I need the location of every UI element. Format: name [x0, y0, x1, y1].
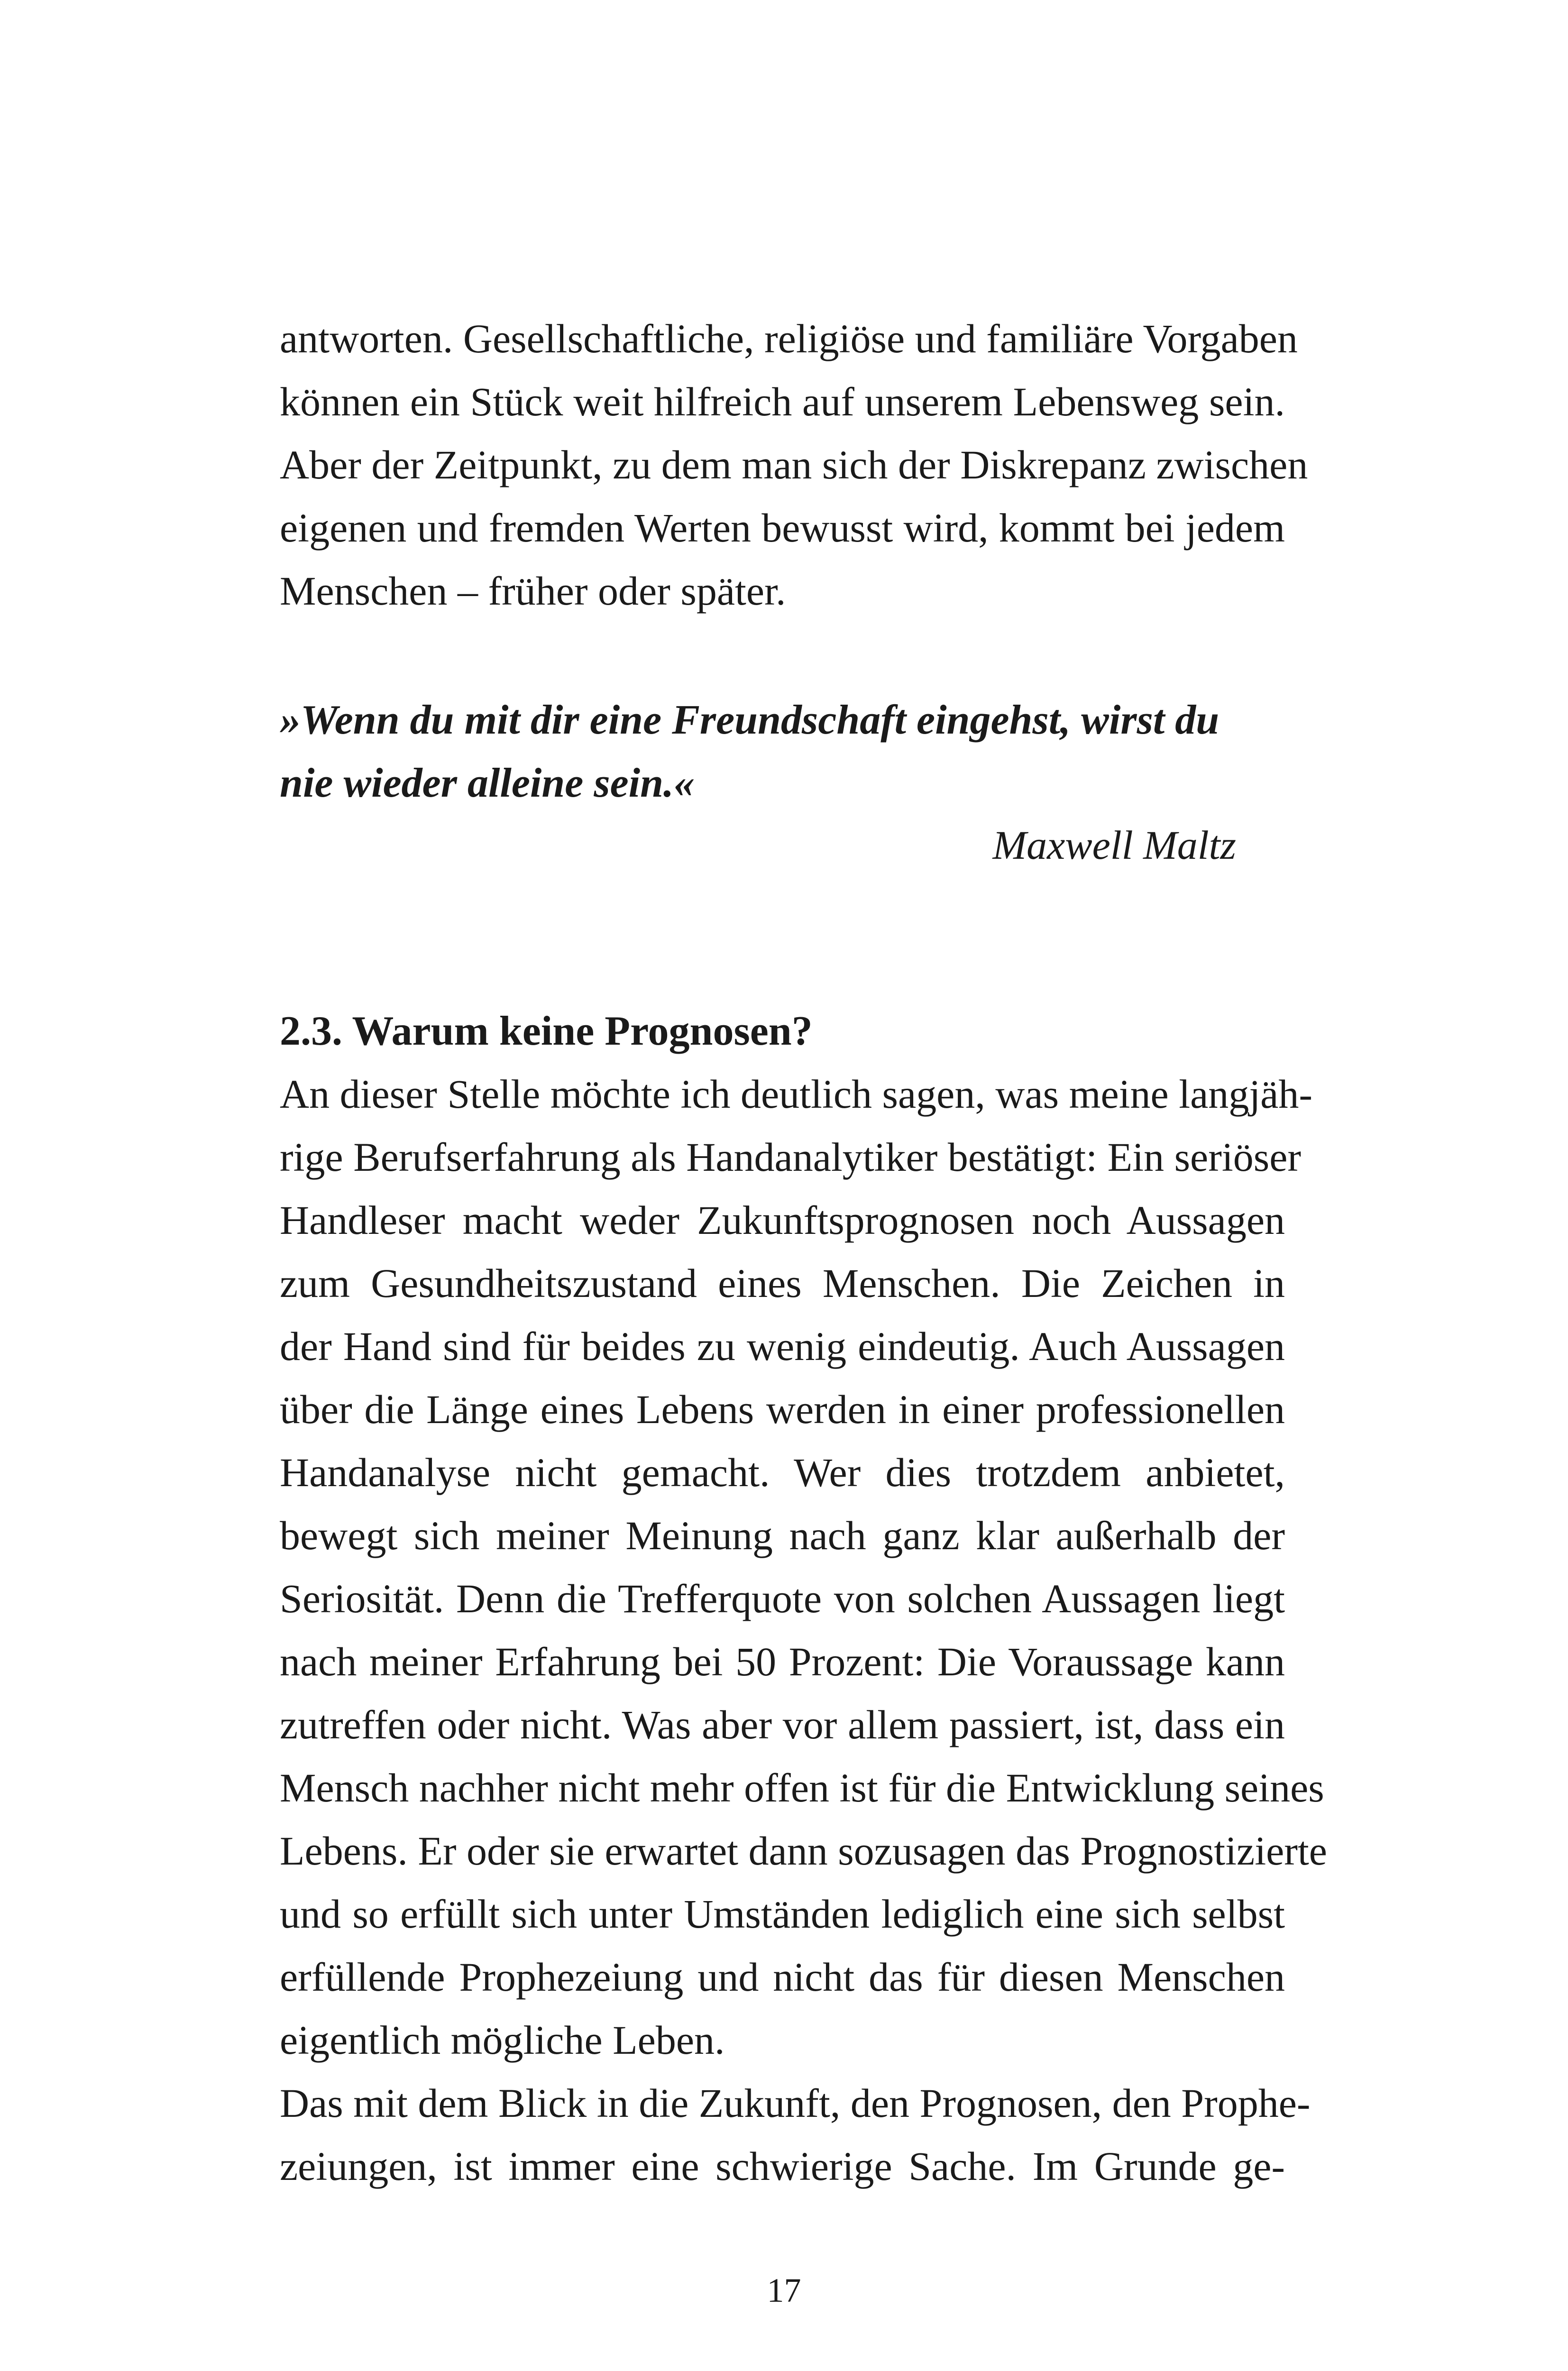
text-line: und so erfüllt sich unter Umständen lediglich eine sich selbst [280, 1891, 1285, 1937]
text-line: bewegt sich meiner Meinung nach ganz klar außerhalb der [280, 1513, 1285, 1558]
text-line: Handleser macht weder Zukunftsprognosen noch Aussagen [280, 1197, 1285, 1243]
text-line: Menschen – früher oder später. [280, 568, 786, 614]
quote-author: Maxwell Maltz [992, 822, 1236, 868]
text-line: zum Gesundheitszustand eines Menschen. Die Zeichen in [280, 1260, 1285, 1306]
text-line: Seriosität. Denn die Trefferquote von solchen Aussagen liegt [280, 1576, 1285, 1621]
text-line: über die Länge eines Lebens werden in einer professionellen [280, 1387, 1285, 1432]
text-line: Handanalyse nicht gemacht. Wer dies trotzdem anbietet, [280, 1450, 1285, 1495]
page-number: 17 [767, 2271, 801, 2309]
text-line: antworten. Gesellschaftliche, religiöse und familiäre Vorgaben [280, 316, 1298, 361]
text-line: der Hand sind für beides zu wenig eindeutig. Auch Aussagen [280, 1323, 1285, 1369]
text-line: An dieser Stelle möchte ich deutlich sagen, was meine langjäh- [280, 1071, 1312, 1117]
text-line: Das mit dem Blick in die Zukunft, den Prognosen, den Prophe- [280, 2080, 1311, 2126]
text-line: eigentlich mögliche Leben. [280, 2017, 725, 2063]
text-line: Lebens. Er oder sie erwartet dann sozusagen das Prognostizierte [280, 1828, 1327, 1874]
paragraph-top [280, 307, 1308, 623]
text-line: Aber der Zeitpunkt, zu dem man sich der Diskrepanz zwischen [280, 442, 1308, 487]
text-line: eigenen und fremden Werten bewusst wird, kommt bei jedem [280, 505, 1285, 551]
text-line: können ein Stück weit hilfreich auf unserem Lebensweg sein. [280, 379, 1285, 424]
text-line: Mensch nachher nicht mehr offen ist für die Entwicklung seines [280, 1765, 1324, 1810]
section-body [280, 1063, 1327, 2198]
quote-line: »Wenn du mit dir eine Freundschaft eingehst, wirst du [280, 697, 1220, 743]
quote-line: nie wieder alleine sein.« [280, 760, 695, 806]
quote-block [280, 689, 1285, 815]
text-line: rige Berufserfahrung als Handanalytiker bestätigt: Ein seriöser [280, 1134, 1302, 1180]
section-heading: 2.3. Warum keine Prognosen? [280, 1008, 813, 1054]
text-line: erfüllende Prophezeiung und nicht das für diesen Menschen [280, 1954, 1285, 2000]
text-line: zeiungen, ist immer eine schwierige Sache. Im Grunde ge- [280, 2143, 1285, 2189]
text-line: nach meiner Erfahrung bei 50 Prozent: Die Voraussage kann [280, 1639, 1285, 1684]
text-line: zutreffen oder nicht. Was aber vor allem passiert, ist, dass ein [280, 1702, 1285, 1747]
